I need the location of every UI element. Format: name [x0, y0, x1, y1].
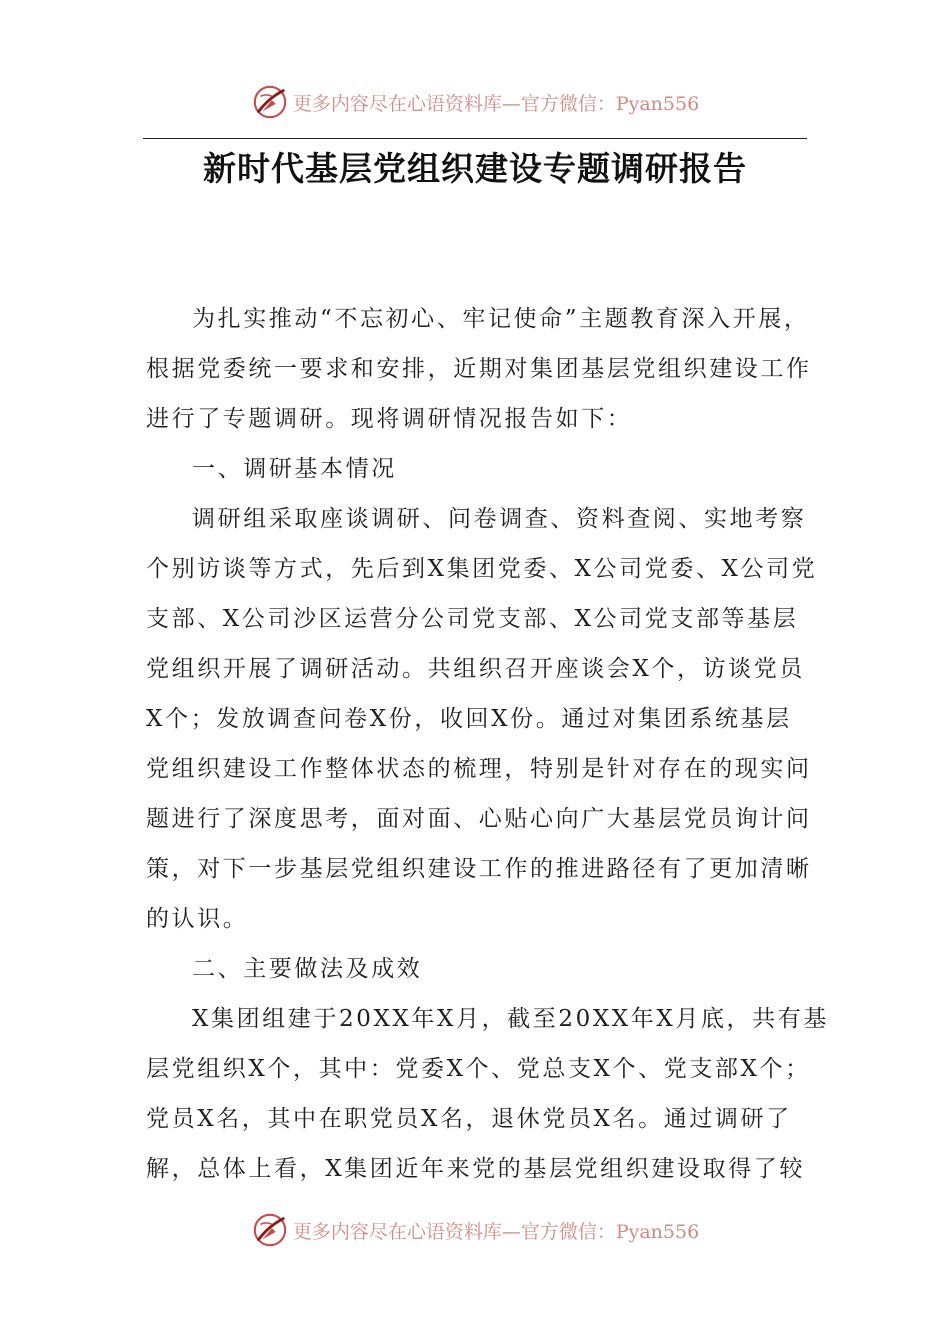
title-divider — [143, 138, 807, 139]
body-line: 二、主要做法及成效 — [192, 956, 423, 982]
document-body — [146, 294, 836, 1194]
body-line: 题进行了深度思考，面对面、心贴心向广大基层党员询计问 — [146, 806, 812, 832]
body-line: 解，总体上看，X集团近年来党的基层党组织建设取得了较 — [146, 1156, 805, 1182]
body-line: 调研组采取座谈调研、问卷调查、资料查阅、实地考察 — [192, 506, 807, 532]
pen-logo-icon — [251, 83, 289, 121]
body-line: 层党组织X个，其中：党委X个、党总支X个、党支部X个； — [146, 1056, 811, 1082]
body-line: 个别访谈等方式，先后到X集团党委、X公司党委、X公司党 — [146, 556, 818, 582]
footer-banner — [0, 1210, 950, 1250]
banner-text: 更多内容尽在心语资料库—官方微信：Pyan556 — [292, 92, 700, 115]
body-line: 党组织建设工作整体状态的梳理，特别是针对存在的现实问 — [146, 756, 812, 782]
page-title: 新时代基层党组织建设专题调研报告 — [203, 149, 747, 188]
body-line: 的认识。 — [146, 906, 249, 932]
body-line: 一、调研基本情况 — [192, 456, 397, 482]
body-line: X个；发放调查问卷X份，收回X份。通过对集团系统基层 — [146, 706, 792, 732]
banner-text: 更多内容尽在心语资料库—官方微信：Pyan556 — [292, 1220, 700, 1243]
body-line: 支部、X公司沙区运营分公司党支部、X公司党支部等基层 — [146, 606, 799, 632]
body-line: 进行了专题调研。现将调研情况报告如下： — [146, 406, 633, 432]
body-line: 策，对下一步基层党组织建设工作的推进路径有了更加清晰 — [146, 856, 812, 882]
body-line: 党员X名，其中在职党员X名，退休党员X名。通过调研了 — [146, 1106, 792, 1132]
pen-logo-icon — [251, 1211, 289, 1249]
body-line: 党组织开展了调研活动。共组织召开座谈会X个，访谈党员 — [146, 656, 805, 682]
body-line: 根据党委统一要求和安排，近期对集团基层党组织建设工作 — [146, 356, 812, 382]
body-line: X集团组建于20XX年X月，截至20XX年X月底，共有基 — [192, 1006, 829, 1032]
header-banner — [0, 82, 950, 122]
body-line: 为扎实推动“不忘初心、牢记使命”主题教育深入开展， — [192, 306, 810, 332]
